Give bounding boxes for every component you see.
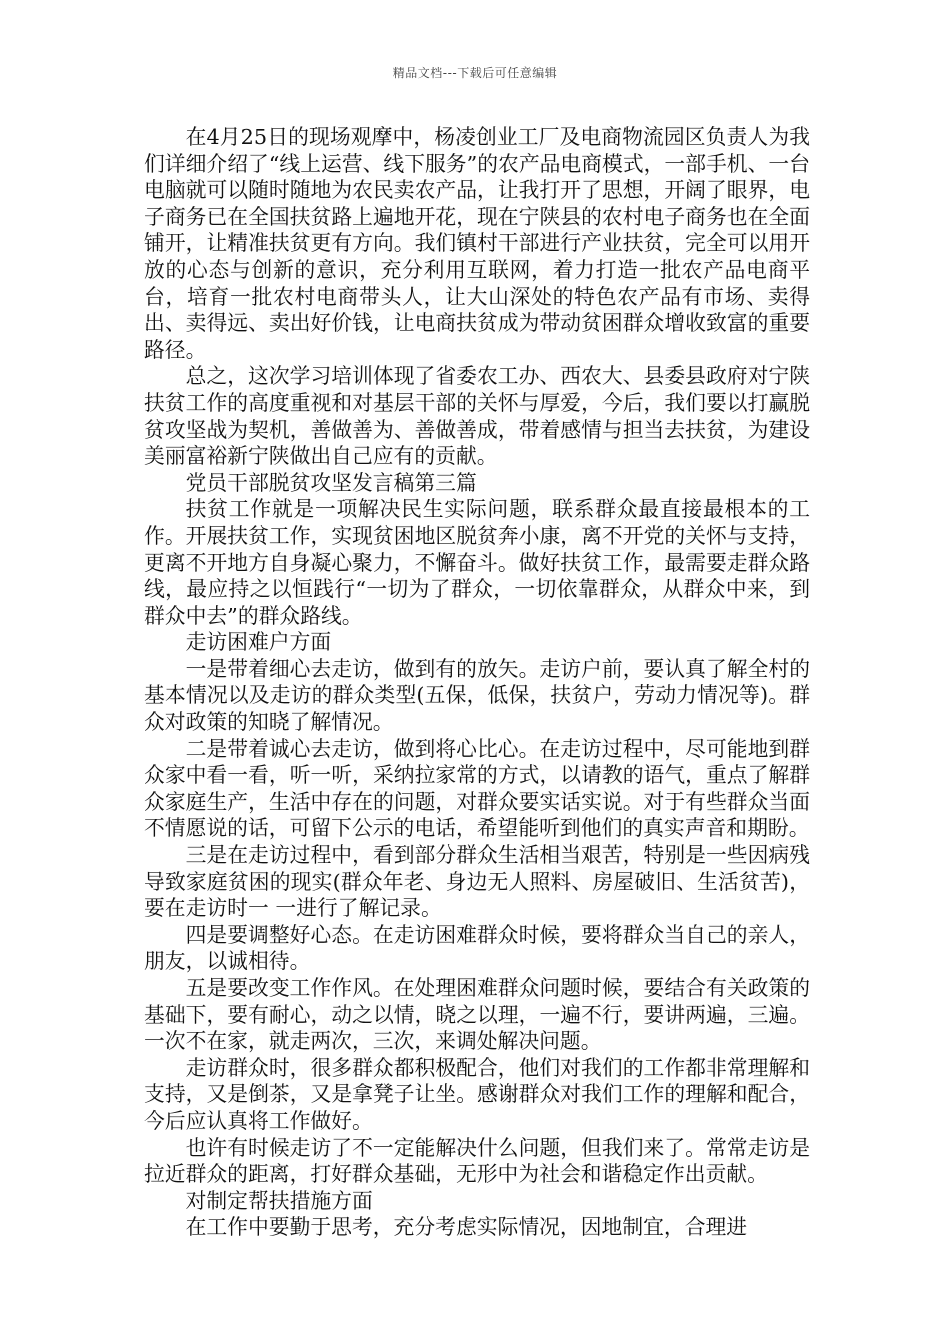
- paragraph-point-two: 二是带着诚心去走访，做到将心比心。在走访过程中，尽可能地到群众家中看一看，听一听，采纳拉家常的方式，以请教的语气，重点了解群众家庭生产，生活中存在的问题，对群众要实话实说。对于有些群众当面不情愿说的话，可留下公示的电话，希望能听到他们的真实声音和期盼。: [144, 736, 810, 841]
- paragraph-point-four: 四是要调整好心态。在走访困难群众时候，要将群众当自己的亲人，朋友，以诚相待。: [144, 922, 810, 974]
- paragraph-assistance-start: 在工作中要勤于思考，充分考虑实际情况，因地制宜，合理进: [185, 1215, 748, 1240]
- subheading-visiting-households: 走访困难户方面: [185, 630, 332, 655]
- document-body: [144, 124, 810, 1241]
- section-title-third-speech: 党员干部脱贫攻坚发言稿第三篇: [185, 470, 477, 495]
- paragraph-point-five: 五是要改变工作作风。在处理困难群众问题时候，要结合有关政策的基础下，要有耐心，动之以情，晓之以理，一遍不行，要讲两遍，三遍。一次不在家，就走两次，三次，来调处解决问题。: [144, 976, 810, 1054]
- paragraph-poverty-work: 扶贫工作就是一项解决民生实际问题，联系群众最直接最根本的工作。开展扶贫工作，实现贫困地区脱贫奔小康，离不开党的关怀与支持，更离不开地方自身凝心聚力，不懈奋斗。做好扶贫工作，最需要走群众路线，最应持之以恒践行“一切为了群众，一切依靠群众，从群众中来，到群众中去”的群众路线。: [144, 497, 810, 628]
- paragraph-visiting-value: 也许有时候走访了不一定能解决什么问题，但我们来了。常常走访是拉近群众的距离，打好群众基础，无形中为社会和谐稳定作出贡献。: [144, 1135, 810, 1187]
- paragraph-visiting-cooperation: 走访群众时，很多群众都积极配合，他们对我们的工作都非常理解和支持，又是倒茶，又是拿凳子让坐。感谢群众对我们工作的理解和配合，今后应认真将工作做好。: [144, 1055, 810, 1133]
- paragraph-conclusion: 总之，这次学习培训体现了省委农工办、西农大、县委县政府对宁陕扶贫工作的高度重视和对基层干部的关怀与厚爱，今后，我们要以打赢脱贫攻坚战为契机，善做善为、善做善成，带着感情与担当去扶贫，为建设美丽富裕新宁陕做出自己应有的贡献。: [144, 364, 810, 469]
- paragraph-ecommerce-observation: 在4月25日的现场观摩中，杨凌创业工厂及电商物流园区负责人为我们详细介绍了“线上运营、线下服务”的农产品电商模式，一部手机、一台电脑就可以随时随地为农民卖农产品，让我打开了思想，开阔了眼界，电子商务已在全国扶贫路上遍地开花，现在宁陕县的农村电子商务也在全面铺开，让精准扶贫更有方向。我们镇村干部进行产业扶贫，完全可以用开放的心态与创新的意识，充分利用互联网，着力打造一批农产品电商平台，培育一批农村电商带头人，让大山深处的特色农产品有市场、卖得出、卖得远、卖出好价钱，让电商扶贫成为带动贫困群众增收致富的重要路径。: [144, 125, 810, 362]
- page-header: 精品文档---下载后可任意编辑: [392, 66, 558, 80]
- paragraph-point-three: 三是在走访过程中，看到部分群众生活相当艰苦，特别是一些因病残导致家庭贫困的现实(群众年老、身边无人照料、房屋破旧、生活贫苦)，要在走访时一 一进行了解记录。: [144, 843, 810, 921]
- subheading-assistance-measures: 对制定帮扶措施方面: [185, 1188, 373, 1213]
- paragraph-point-one: 一是带着细心去走访，做到有的放矢。走访户前，要认真了解全村的基本情况以及走访的群众类型(五保，低保，扶贫户，劳动力情况等)。群众对政策的知晓了解情况。: [144, 656, 810, 735]
